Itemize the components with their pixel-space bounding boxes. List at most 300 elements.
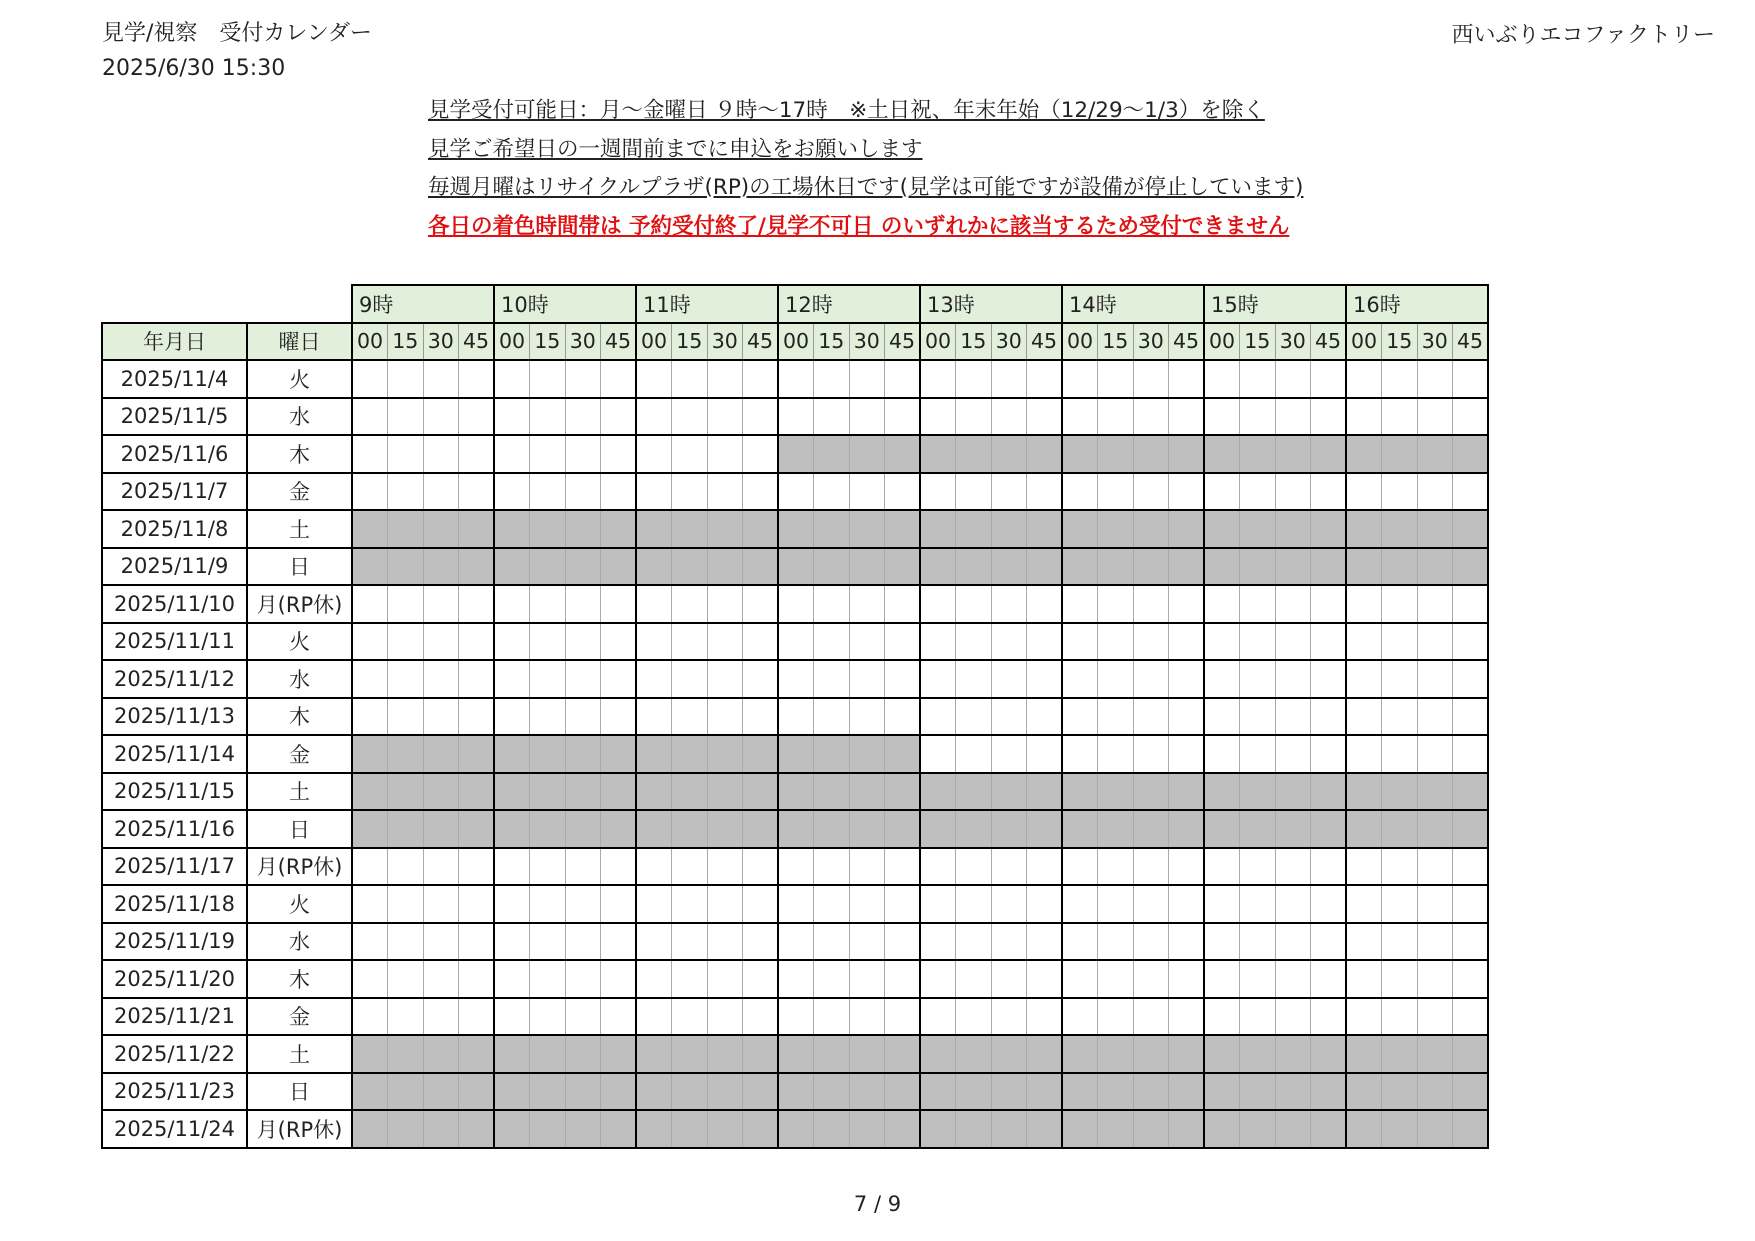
time-slot-blocked	[1027, 810, 1063, 848]
time-slot-open	[1204, 735, 1240, 773]
minute-header: 15	[814, 323, 850, 361]
weekday-cell: 土	[247, 510, 352, 548]
time-slot-open	[920, 585, 956, 623]
time-slot-blocked	[1417, 510, 1453, 548]
minute-header: 45	[601, 323, 637, 361]
time-slot-open	[636, 360, 672, 398]
time-slot-blocked	[1311, 510, 1347, 548]
time-slot-blocked	[565, 735, 601, 773]
time-slot-blocked	[423, 510, 459, 548]
time-slot-blocked	[920, 1035, 956, 1073]
time-slot-open	[1204, 585, 1240, 623]
time-slot-blocked	[530, 773, 566, 811]
time-slot-blocked	[636, 1035, 672, 1073]
time-slot-open	[494, 960, 530, 998]
time-slot-open	[1417, 698, 1453, 736]
time-slot-open	[991, 623, 1027, 661]
print-datetime: 2025/6/30 15:30	[102, 56, 286, 81]
time-slot-open	[636, 923, 672, 961]
time-slot-open	[1275, 923, 1311, 961]
time-slot-blocked	[672, 735, 708, 773]
time-slot-open	[1311, 473, 1347, 511]
calendar-row	[102, 398, 1488, 436]
minute-header: 00	[1062, 323, 1098, 361]
time-slot-open	[352, 660, 388, 698]
time-slot-open	[1417, 623, 1453, 661]
time-slot-blocked	[1417, 1110, 1453, 1148]
hour-header: 9時	[352, 285, 494, 323]
time-slot-blocked	[814, 1035, 850, 1073]
time-slot-open	[1453, 623, 1489, 661]
calendar-row	[102, 848, 1488, 886]
time-slot-open	[388, 923, 424, 961]
time-slot-blocked	[1275, 1110, 1311, 1148]
time-slot-open	[565, 473, 601, 511]
time-slot-open	[1062, 360, 1098, 398]
minute-header: 30	[991, 323, 1027, 361]
time-slot-blocked	[1027, 548, 1063, 586]
time-slot-blocked	[530, 1073, 566, 1111]
time-slot-open	[956, 698, 992, 736]
time-slot-open	[991, 960, 1027, 998]
time-slot-open	[956, 960, 992, 998]
calendar-row	[102, 698, 1488, 736]
time-slot-blocked	[636, 810, 672, 848]
time-slot-open	[1027, 848, 1063, 886]
time-slot-open	[423, 698, 459, 736]
time-slot-open	[388, 435, 424, 473]
time-slot-open	[459, 660, 495, 698]
time-slot-open	[1417, 473, 1453, 511]
time-slot-blocked	[956, 548, 992, 586]
time-slot-blocked	[672, 810, 708, 848]
time-slot-blocked	[530, 810, 566, 848]
time-slot-blocked	[1453, 1073, 1489, 1111]
time-slot-open	[1204, 623, 1240, 661]
time-slot-open	[1453, 923, 1489, 961]
weekday-cell: 水	[247, 660, 352, 698]
time-slot-open	[530, 360, 566, 398]
time-slot-open	[1098, 885, 1134, 923]
date-cell: 2025/11/10	[102, 585, 247, 623]
time-slot-open	[1275, 660, 1311, 698]
calendar-row	[102, 623, 1488, 661]
time-slot-open	[494, 623, 530, 661]
time-slot-open	[1027, 473, 1063, 511]
time-slot-blocked	[1169, 1073, 1205, 1111]
time-slot-open	[494, 435, 530, 473]
time-slot-open	[885, 360, 921, 398]
calendar-body	[102, 360, 1488, 1148]
time-slot-open	[814, 848, 850, 886]
time-slot-blocked	[1240, 810, 1276, 848]
time-slot-open	[885, 660, 921, 698]
time-slot-open	[1169, 360, 1205, 398]
time-slot-blocked	[1027, 1035, 1063, 1073]
time-slot-open	[885, 585, 921, 623]
time-slot-open	[920, 698, 956, 736]
time-slot-blocked	[956, 1110, 992, 1148]
calendar-row	[102, 923, 1488, 961]
time-slot-blocked	[423, 548, 459, 586]
time-slot-blocked	[920, 1110, 956, 1148]
time-slot-open	[743, 998, 779, 1036]
time-slot-open	[1169, 698, 1205, 736]
time-slot-open	[388, 585, 424, 623]
calendar-row	[102, 735, 1488, 773]
time-slot-open	[849, 698, 885, 736]
time-slot-open	[672, 623, 708, 661]
time-slot-open	[956, 735, 992, 773]
time-slot-open	[849, 623, 885, 661]
time-slot-open	[1027, 998, 1063, 1036]
minute-header-row	[102, 323, 1488, 361]
hour-header: 12時	[778, 285, 920, 323]
time-slot-open	[530, 398, 566, 436]
time-slot-open	[920, 998, 956, 1036]
time-slot-blocked	[1275, 435, 1311, 473]
time-slot-open	[849, 960, 885, 998]
time-slot-blocked	[352, 548, 388, 586]
time-slot-blocked	[1204, 510, 1240, 548]
time-slot-open	[459, 473, 495, 511]
time-slot-open	[672, 960, 708, 998]
time-slot-open	[1240, 398, 1276, 436]
time-slot-open	[459, 923, 495, 961]
time-slot-open	[1240, 735, 1276, 773]
time-slot-blocked	[1098, 773, 1134, 811]
time-slot-blocked	[1382, 1073, 1418, 1111]
time-slot-open	[1453, 698, 1489, 736]
time-slot-open	[1417, 885, 1453, 923]
time-slot-blocked	[1133, 435, 1169, 473]
calendar-row	[102, 360, 1488, 398]
time-slot-open	[459, 398, 495, 436]
time-slot-open	[743, 698, 779, 736]
time-slot-open	[1098, 698, 1134, 736]
time-slot-blocked	[1169, 435, 1205, 473]
time-slot-open	[1204, 360, 1240, 398]
time-slot-open	[423, 473, 459, 511]
time-slot-open	[920, 623, 956, 661]
time-slot-open	[530, 923, 566, 961]
note-deadline: 見学ご希望日の一週間前までに申込をお願いします	[428, 136, 923, 162]
time-slot-blocked	[423, 1110, 459, 1148]
time-slot-blocked	[956, 1035, 992, 1073]
minute-header: 00	[494, 323, 530, 361]
time-slot-blocked	[388, 810, 424, 848]
notes-block	[428, 94, 1303, 248]
time-slot-open	[565, 848, 601, 886]
weekday-cell: 日	[247, 1073, 352, 1111]
calendar-row	[102, 473, 1488, 511]
time-slot-open	[1062, 998, 1098, 1036]
time-slot-blocked	[743, 735, 779, 773]
time-slot-blocked	[956, 773, 992, 811]
minute-header: 00	[1204, 323, 1240, 361]
time-slot-open	[956, 848, 992, 886]
time-slot-open	[1417, 960, 1453, 998]
time-slot-open	[672, 585, 708, 623]
minute-header: 45	[1169, 323, 1205, 361]
time-slot-blocked	[920, 773, 956, 811]
time-slot-open	[849, 398, 885, 436]
time-slot-blocked	[778, 773, 814, 811]
time-slot-open	[352, 923, 388, 961]
time-slot-open	[601, 360, 637, 398]
time-slot-open	[601, 585, 637, 623]
time-slot-blocked	[956, 1073, 992, 1111]
time-slot-open	[388, 660, 424, 698]
time-slot-blocked	[530, 510, 566, 548]
time-slot-blocked	[459, 810, 495, 848]
time-slot-open	[991, 998, 1027, 1036]
time-slot-open	[388, 360, 424, 398]
time-slot-blocked	[1311, 548, 1347, 586]
time-slot-open	[885, 960, 921, 998]
time-slot-blocked	[1098, 435, 1134, 473]
time-slot-open	[636, 435, 672, 473]
time-slot-blocked	[1204, 435, 1240, 473]
time-slot-blocked	[1169, 1110, 1205, 1148]
time-slot-blocked	[1275, 773, 1311, 811]
time-slot-open	[1027, 398, 1063, 436]
time-slot-open	[1453, 360, 1489, 398]
time-slot-blocked	[1453, 510, 1489, 548]
time-slot-blocked	[849, 1035, 885, 1073]
date-cell: 2025/11/22	[102, 1035, 247, 1073]
hour-header: 10時	[494, 285, 636, 323]
time-slot-open	[956, 885, 992, 923]
time-slot-blocked	[352, 810, 388, 848]
time-slot-blocked	[1275, 810, 1311, 848]
time-slot-open	[1133, 960, 1169, 998]
time-slot-open	[707, 398, 743, 436]
time-slot-blocked	[601, 1073, 637, 1111]
time-slot-open	[494, 848, 530, 886]
time-slot-blocked	[1240, 1035, 1276, 1073]
time-slot-blocked	[601, 510, 637, 548]
time-slot-open	[1311, 660, 1347, 698]
time-slot-blocked	[1382, 1035, 1418, 1073]
minute-header: 00	[352, 323, 388, 361]
time-slot-open	[1240, 660, 1276, 698]
time-slot-blocked	[991, 810, 1027, 848]
time-slot-open	[1062, 960, 1098, 998]
time-slot-open	[1062, 623, 1098, 661]
time-slot-blocked	[388, 1035, 424, 1073]
time-slot-blocked	[672, 1073, 708, 1111]
time-slot-open	[1311, 998, 1347, 1036]
weekday-cell: 火	[247, 623, 352, 661]
time-slot-open	[1169, 585, 1205, 623]
time-slot-blocked	[1240, 1073, 1276, 1111]
time-slot-open	[352, 885, 388, 923]
time-slot-blocked	[672, 773, 708, 811]
time-slot-open	[388, 960, 424, 998]
time-slot-open	[423, 660, 459, 698]
time-slot-open	[1417, 923, 1453, 961]
time-slot-open	[1240, 960, 1276, 998]
time-slot-blocked	[920, 810, 956, 848]
time-slot-open	[991, 398, 1027, 436]
time-slot-open	[601, 960, 637, 998]
time-slot-blocked	[1382, 548, 1418, 586]
minute-header: 30	[565, 323, 601, 361]
time-slot-open	[1346, 398, 1382, 436]
time-slot-blocked	[352, 1110, 388, 1148]
time-slot-blocked	[1311, 1110, 1347, 1148]
time-slot-blocked	[636, 1110, 672, 1148]
time-slot-open	[1240, 623, 1276, 661]
time-slot-open	[1453, 473, 1489, 511]
time-slot-open	[1311, 398, 1347, 436]
time-slot-blocked	[1311, 1073, 1347, 1111]
page-title: 見学/視察 受付カレンダー	[102, 21, 372, 46]
time-slot-open	[1062, 923, 1098, 961]
time-slot-open	[636, 398, 672, 436]
time-slot-blocked	[1169, 810, 1205, 848]
time-slot-open	[530, 660, 566, 698]
time-slot-blocked	[991, 510, 1027, 548]
date-cell: 2025/11/12	[102, 660, 247, 698]
time-slot-open	[1169, 923, 1205, 961]
time-slot-blocked	[601, 1035, 637, 1073]
time-slot-open	[1453, 585, 1489, 623]
weekday-cell: 金	[247, 998, 352, 1036]
minute-header: 30	[707, 323, 743, 361]
time-slot-open	[530, 848, 566, 886]
hour-header: 11時	[636, 285, 778, 323]
time-slot-open	[1098, 398, 1134, 436]
time-slot-open	[352, 360, 388, 398]
time-slot-open	[1098, 960, 1134, 998]
time-slot-open	[885, 398, 921, 436]
time-slot-blocked	[885, 1035, 921, 1073]
time-slot-open	[849, 585, 885, 623]
time-slot-open	[1382, 473, 1418, 511]
time-slot-open	[636, 473, 672, 511]
time-slot-blocked	[1204, 773, 1240, 811]
time-slot-blocked	[1169, 1035, 1205, 1073]
time-slot-blocked	[1311, 773, 1347, 811]
time-slot-blocked	[1133, 510, 1169, 548]
time-slot-open	[494, 473, 530, 511]
time-slot-blocked	[814, 548, 850, 586]
page-number: 7 / 9	[853, 1192, 902, 1216]
time-slot-blocked	[885, 1073, 921, 1111]
time-slot-blocked	[459, 735, 495, 773]
time-slot-blocked	[601, 1110, 637, 1148]
time-slot-open	[707, 923, 743, 961]
time-slot-open	[1382, 735, 1418, 773]
time-slot-blocked	[494, 1035, 530, 1073]
minute-header: 45	[885, 323, 921, 361]
time-slot-blocked	[1240, 548, 1276, 586]
time-slot-open	[1275, 585, 1311, 623]
time-slot-blocked	[849, 548, 885, 586]
time-slot-open	[565, 885, 601, 923]
time-slot-open	[1275, 735, 1311, 773]
time-slot-blocked	[1062, 810, 1098, 848]
time-slot-open	[672, 998, 708, 1036]
time-slot-blocked	[1417, 435, 1453, 473]
time-slot-open	[1240, 885, 1276, 923]
time-slot-open	[459, 960, 495, 998]
time-slot-blocked	[1027, 1073, 1063, 1111]
time-slot-open	[672, 473, 708, 511]
time-slot-open	[991, 848, 1027, 886]
time-slot-open	[1169, 998, 1205, 1036]
time-slot-open	[1453, 848, 1489, 886]
date-cell: 2025/11/8	[102, 510, 247, 548]
time-slot-open	[778, 660, 814, 698]
time-slot-open	[1062, 660, 1098, 698]
time-slot-open	[814, 698, 850, 736]
time-slot-open	[459, 998, 495, 1036]
time-slot-open	[565, 623, 601, 661]
date-cell: 2025/11/13	[102, 698, 247, 736]
note-warning: 各日の着色時間帯は 予約受付終了/見学不可日 のいずれかに該当するため受付できません	[428, 213, 1290, 239]
time-slot-open	[1346, 360, 1382, 398]
time-slot-open	[1382, 998, 1418, 1036]
time-slot-open	[423, 398, 459, 436]
time-slot-open	[1027, 960, 1063, 998]
time-slot-open	[849, 473, 885, 511]
date-cell: 2025/11/9	[102, 548, 247, 586]
time-slot-open	[601, 923, 637, 961]
time-slot-open	[1311, 585, 1347, 623]
time-slot-open	[707, 435, 743, 473]
time-slot-blocked	[991, 1073, 1027, 1111]
time-slot-open	[423, 585, 459, 623]
time-slot-blocked	[565, 510, 601, 548]
time-slot-open	[423, 960, 459, 998]
time-slot-blocked	[1062, 773, 1098, 811]
date-cell: 2025/11/20	[102, 960, 247, 998]
time-slot-blocked	[1382, 435, 1418, 473]
time-slot-open	[707, 585, 743, 623]
time-slot-blocked	[1204, 548, 1240, 586]
time-slot-open	[778, 998, 814, 1036]
time-slot-open	[1382, 698, 1418, 736]
date-cell: 2025/11/5	[102, 398, 247, 436]
hour-header: 16時	[1346, 285, 1488, 323]
time-slot-open	[991, 585, 1027, 623]
time-slot-open	[1382, 885, 1418, 923]
time-slot-open	[1169, 623, 1205, 661]
time-slot-open	[920, 660, 956, 698]
time-slot-blocked	[920, 548, 956, 586]
time-slot-open	[352, 398, 388, 436]
time-slot-open	[991, 660, 1027, 698]
time-slot-open	[956, 623, 992, 661]
time-slot-blocked	[1382, 810, 1418, 848]
time-slot-blocked	[1275, 548, 1311, 586]
time-slot-blocked	[1417, 1073, 1453, 1111]
time-slot-open	[707, 360, 743, 398]
time-slot-blocked	[1417, 810, 1453, 848]
time-slot-open	[1417, 360, 1453, 398]
time-slot-blocked	[1275, 1073, 1311, 1111]
time-slot-open	[672, 360, 708, 398]
time-slot-open	[849, 998, 885, 1036]
time-slot-blocked	[1240, 773, 1276, 811]
time-slot-open	[778, 885, 814, 923]
time-slot-open	[1133, 735, 1169, 773]
time-slot-open	[1098, 923, 1134, 961]
time-slot-blocked	[1204, 1073, 1240, 1111]
